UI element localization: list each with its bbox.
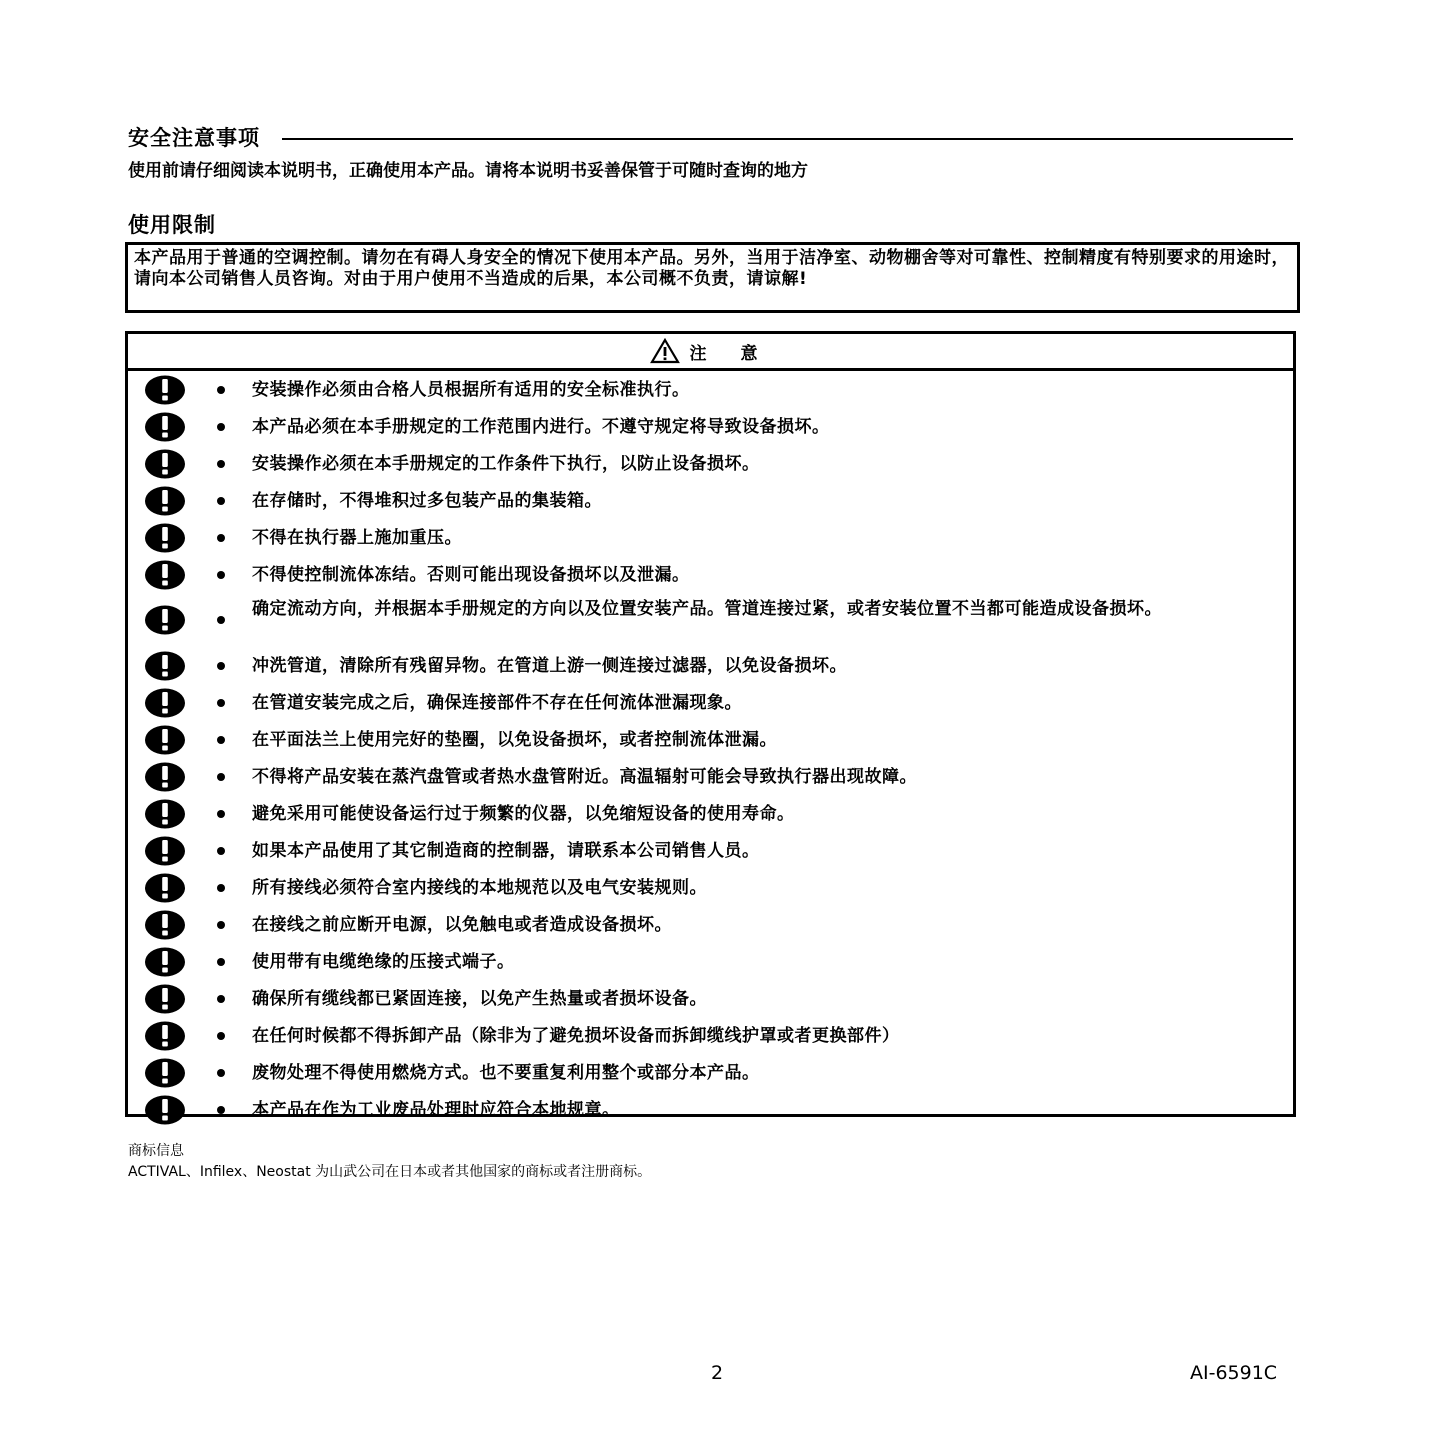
exclamation-icon xyxy=(144,412,186,442)
trademark-text: ACTIVAL、Infilex、Neostat 为山武公司在日本或者其他国家的商标或者注册商标。 xyxy=(128,1164,652,1180)
exclamation-icon xyxy=(144,873,186,903)
exclamation-icon xyxy=(144,375,186,405)
restriction-heading: 使用限制 xyxy=(128,213,216,237)
caution-item xyxy=(128,869,1293,906)
caution-title: 注 意 xyxy=(689,343,772,364)
caution-item-text: 安装操作必须由合格人员根据所有适用的安全标准执行。 xyxy=(252,379,690,400)
caution-item-text: 安装操作必须在本手册规定的工作条件下执行，以防止设备损坏。 xyxy=(252,453,760,474)
caution-item xyxy=(128,1054,1293,1091)
bullet-icon xyxy=(217,995,225,1003)
bullet-icon xyxy=(217,571,225,579)
caution-item xyxy=(128,1017,1293,1054)
caution-item xyxy=(128,943,1293,980)
bullet-icon xyxy=(217,958,225,966)
intro-text: 使用前请仔细阅读本说明书，正确使用本产品。请将本说明书妥善保管于可随时查询的地方 xyxy=(128,161,808,181)
caution-item-text: 本产品在作为工业废品处理时应符合本地规章。 xyxy=(252,1099,620,1120)
bullet-icon xyxy=(217,847,225,855)
exclamation-icon xyxy=(144,560,186,590)
caution-item xyxy=(128,519,1293,556)
caution-item-text: 在任何时候都不得拆卸产品（除非为了避免损坏设备而拆卸缆线护罩或者更换部件） xyxy=(252,1025,900,1046)
caution-item xyxy=(128,593,1293,647)
bullet-icon xyxy=(217,460,225,468)
caution-item-text: 本产品必须在本手册规定的工作范围内进行。不遵守规定将导致设备损坏。 xyxy=(252,416,830,437)
bullet-icon xyxy=(217,662,225,670)
document-code: AI-6591C xyxy=(1190,1362,1278,1384)
exclamation-icon xyxy=(144,688,186,718)
bullet-icon xyxy=(217,497,225,505)
exclamation-icon xyxy=(144,449,186,479)
exclamation-icon xyxy=(144,725,186,755)
caution-item-text: 如果本产品使用了其它制造商的控制器，请联系本公司销售人员。 xyxy=(252,840,760,861)
exclamation-icon xyxy=(144,910,186,940)
caution-item-text: 在平面法兰上使用完好的垫圈，以免设备损坏，或者控制流体泄漏。 xyxy=(252,729,777,750)
caution-header xyxy=(128,334,1293,371)
caution-item xyxy=(128,647,1293,684)
bullet-icon xyxy=(217,1032,225,1040)
title-divider xyxy=(282,138,1293,140)
restriction-box xyxy=(125,242,1300,313)
caution-item xyxy=(128,556,1293,593)
bullet-icon xyxy=(217,921,225,929)
caution-item-text: 在管道安装完成之后，确保连接部件不存在任何流体泄漏现象。 xyxy=(252,692,742,713)
caution-item-text: 不得在执行器上施加重压。 xyxy=(252,527,462,548)
bullet-icon xyxy=(217,699,225,707)
caution-item xyxy=(128,408,1293,445)
exclamation-icon xyxy=(144,486,186,516)
caution-item xyxy=(128,906,1293,943)
bullet-icon xyxy=(217,773,225,781)
exclamation-icon xyxy=(144,605,186,635)
caution-item-text: 确保所有缆线都已紧固连接，以免产生热量或者损坏设备。 xyxy=(252,988,707,1009)
caution-item xyxy=(128,721,1293,758)
caution-item xyxy=(128,758,1293,795)
caution-item xyxy=(128,832,1293,869)
exclamation-icon xyxy=(144,1095,186,1125)
exclamation-icon xyxy=(144,1021,186,1051)
exclamation-icon xyxy=(144,523,186,553)
bullet-icon xyxy=(217,386,225,394)
bullet-icon xyxy=(217,736,225,744)
bullet-icon xyxy=(217,534,225,542)
caution-item-text: 废物处理不得使用燃烧方式。也不要重复利用整个或部分本产品。 xyxy=(252,1062,760,1083)
caution-item-text: 确定流动方向，并根据本手册规定的方向以及位置安装产品。管道连接过紧，或者安装位置不当都可能造成设备损坏。 xyxy=(252,599,1162,619)
caution-item-text: 避免采用可能使设备运行过于频繁的仪器，以免缩短设备的使用寿命。 xyxy=(252,803,795,824)
title-row xyxy=(128,122,1293,152)
restriction-text: 本产品用于普通的空调控制。请勿在有碍人身安全的情况下使用本产品。另外，当用于洁净室、动物棚舍等对可靠性、控制精度有特别要求的用途时，请向本公司销售人员咨询。对由于用户使用不当造成的后果，本公司概不负责，请谅解! xyxy=(134,248,1289,289)
caution-item-text: 不得使控制流体冻结。否则可能出现设备损坏以及泄漏。 xyxy=(252,564,690,585)
bullet-icon xyxy=(217,884,225,892)
caution-item-text: 在存储时，不得堆积过多包装产品的集装箱。 xyxy=(252,490,602,511)
caution-box xyxy=(125,331,1296,1120)
exclamation-icon xyxy=(144,984,186,1014)
exclamation-icon xyxy=(144,947,186,977)
page-number: 2 xyxy=(711,1362,724,1384)
caution-item xyxy=(128,482,1293,519)
caution-item-text: 不得将产品安装在蒸汽盘管或者热水盘管附近。高温辐射可能会导致执行器出现故障。 xyxy=(252,766,917,787)
caution-item xyxy=(128,795,1293,832)
caution-item-text: 使用带有电缆绝缘的压接式端子。 xyxy=(252,951,515,972)
bullet-icon xyxy=(217,616,225,624)
exclamation-icon xyxy=(144,836,186,866)
caution-item-text: 所有接线必须符合室内接线的本地规范以及电气安装规则。 xyxy=(252,877,707,898)
caution-item xyxy=(128,1091,1293,1128)
exclamation-icon xyxy=(144,651,186,681)
warning-triangle-icon xyxy=(650,338,680,364)
caution-item xyxy=(128,980,1293,1017)
caution-item xyxy=(128,684,1293,721)
caution-item-text: 冲洗管道，清除所有残留异物。在管道上游一侧连接过滤器，以免设备损坏。 xyxy=(252,655,847,676)
exclamation-icon xyxy=(144,762,186,792)
caution-item-text: 在接线之前应断开电源，以免触电或者造成设备损坏。 xyxy=(252,914,672,935)
caution-item xyxy=(128,371,1293,408)
page-title: 安全注意事项 xyxy=(128,126,260,150)
bullet-icon xyxy=(217,423,225,431)
bullet-icon xyxy=(217,1069,225,1077)
exclamation-icon xyxy=(144,1058,186,1088)
bullet-icon xyxy=(217,1106,225,1114)
exclamation-icon xyxy=(144,799,186,829)
bullet-icon xyxy=(217,810,225,818)
caution-item xyxy=(128,445,1293,482)
trademark-label: 商标信息 xyxy=(128,1143,184,1159)
